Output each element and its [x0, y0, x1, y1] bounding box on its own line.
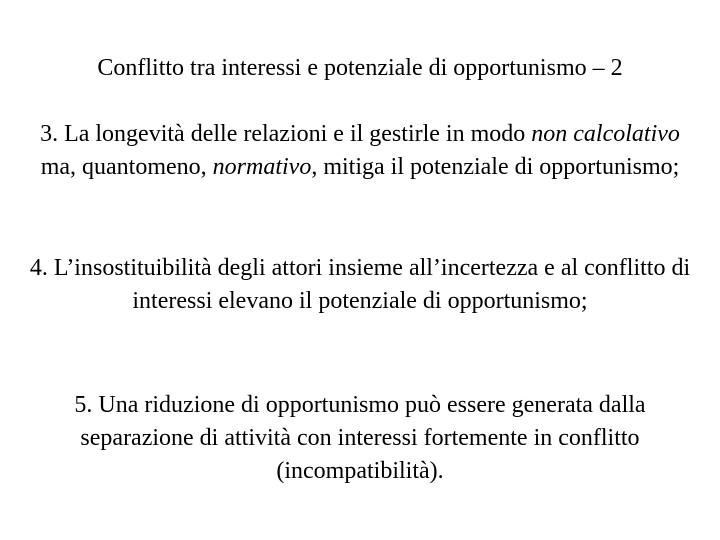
slide-title: Conflitto tra interessi e potenziale di opportunismo – 2	[97, 55, 623, 81]
point-4: 4. L’insostituibilità degli attori insieme all’incertezza e al conflitto di interessi elevano il potenziale di opportunismo;	[29, 255, 691, 314]
point-3-text-a: 3. La longevità delle relazioni e il gestirle in modo	[40, 121, 532, 147]
point-3-italic-normativo: normativo	[212, 154, 312, 180]
point-5: 5. Una riduzione di opportunismo può essere generata dalla separazione di attività con interessi fortemente in conflitto (incompatibilità).	[74, 392, 646, 484]
point-3-italic-non-calcolativo: non calcolativo	[531, 121, 680, 147]
point-3	[20, 118, 700, 184]
point-3-text-c: , mitiga il potenziale di opportunismo;	[311, 154, 680, 180]
point-3-text-b: ma, quantomeno,	[40, 154, 213, 180]
